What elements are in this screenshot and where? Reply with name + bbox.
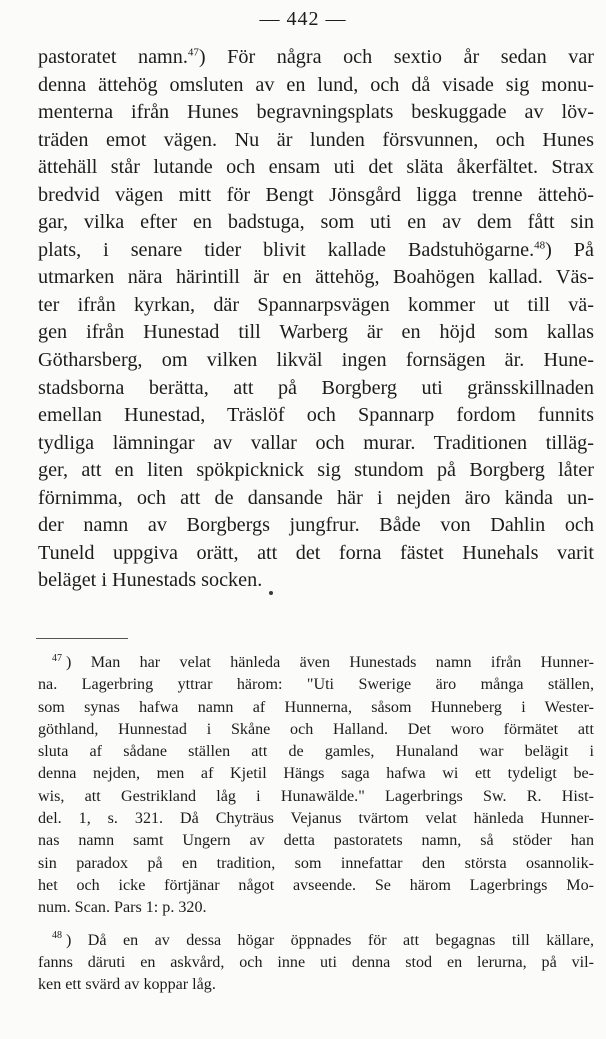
body-text-line: menterna ifrån Hunes begravningsplats beskuggade av löv-	[38, 101, 594, 124]
body-text-line: denna ättehög omsluten av en lund, och då visade sig monu-	[38, 73, 594, 96]
body-text-line: gar, vilka efter en badstuga, som uti en av dem fått sin	[38, 211, 594, 234]
footnote-line	[38, 786, 594, 808]
footnote-line	[38, 808, 594, 830]
footnote-line	[38, 741, 594, 763]
body-text-segment: ) På	[545, 238, 594, 261]
footnote-line	[38, 974, 594, 996]
footnote-line	[38, 652, 594, 674]
footnote-48	[38, 930, 594, 997]
footnote-reference: 48	[534, 239, 546, 252]
body-text	[38, 44, 594, 595]
footnote-line	[38, 719, 594, 741]
footnote-text: ken ett svärd av koppar låg.	[38, 976, 216, 994]
footnote-text: na. Lagerbring yttrar härom: "Uti Swerige äro många ställen,	[38, 676, 594, 694]
body-text-line: Götharsberg, om vilken likväl ingen fornsägen är. Hune-	[38, 349, 594, 372]
body-text-line: gen ifrån Hunestad till Warberg är en höjd som kallas	[38, 321, 594, 344]
footnote-text: wis, att Gestrikland låg i Hunawälde." Lagerbrings Sw. R. Hist-	[38, 787, 594, 805]
footnote-number: 47	[52, 652, 62, 664]
body-text-line: utmarken nära härintill är en ättehög, Boahögen kallad. Väs-	[38, 266, 594, 289]
body-text-line: emellan Hunestad, Träslöf och Spannarp fordom funnits	[38, 404, 594, 427]
body-text-line: förnimma, och att de dansande här i nejden äro kända un-	[38, 486, 594, 509]
footnote-text: sin paradox på en tradition, som innefattar den största osannolik-	[38, 854, 594, 872]
footnote-text: nas namn samt Ungern av detta pastoratets namn, så stöder han	[38, 832, 594, 850]
ink-dot	[269, 591, 273, 595]
footnote-line	[38, 674, 594, 696]
body-text-line: ter ifrån kyrkan, där Spannarpsvägen kommer ut till vä-	[38, 293, 594, 316]
footnote-text: som synas hafwa namn af Hunnerna, såsom Hunneberg i Wester-	[38, 698, 594, 716]
body-text-line: Tuneld uppgiva orätt, att det forna fästet Hunehals varit	[38, 541, 594, 564]
body-text-line: ättehäll står lutande och ensam uti det släta åkerfältet. Strax	[38, 156, 594, 179]
footnote-line	[38, 875, 594, 897]
footnote-text: göthland, Hunnestad i Skåne och Halland. Det woro förmätet att	[38, 720, 594, 738]
footnote-text: sluta af sådane ställen att de gamles, Hunaland war belägit i	[38, 743, 594, 761]
body-text-line: bredvid vägen mitt för Bengt Jönsgård ligga trenne ättehö-	[38, 183, 594, 206]
footnote-line	[38, 853, 594, 875]
footnote-text: denna nejden, men af Kjetil Hängs saga hafwa wi ett tydeligt be-	[38, 765, 594, 783]
footnote-text: num. Scan. Pars 1: p. 320.	[38, 899, 207, 917]
footnote-line	[38, 763, 594, 785]
body-text-segment: plats, i senare tider blivit kallade Badstuhögarne.	[38, 238, 535, 261]
footnote-text: fanns däruti en askvård, och inne uti denna stod en lerurna, på vil-	[38, 953, 594, 971]
body-text-line: beläget i Hunestads socken.	[38, 569, 263, 592]
body-text-segment: ) För några och sextio år sedan var	[198, 46, 595, 68]
body-text-line: ger, att en liten spökpicknick sig stundom på Borgberg låter	[38, 459, 594, 482]
footnote-line	[38, 697, 594, 719]
body-text-line	[38, 237, 594, 265]
body-text-segment: pastoratet namn.	[38, 46, 188, 68]
footnote-line	[38, 952, 594, 974]
body-text-line: der namn av Borgbergs jungfrur. Både von Dahlin och	[38, 514, 594, 537]
footnote-47	[38, 652, 594, 920]
footnote-text: ) Då en av dessa högar öppnades för att begagnas till källare,	[66, 931, 594, 949]
body-text-line: träden emot vägen. Nu är lunden försvunnen, och Hunes	[38, 128, 594, 151]
footnote-line	[38, 930, 594, 952]
body-text-line: tydliga lämningar av vallar och murar. Traditionen tilläg-	[38, 431, 594, 454]
footnote-reference: 47	[187, 46, 199, 59]
footnote-separator	[36, 638, 128, 639]
footnotes	[38, 652, 594, 996]
footnote-line	[38, 897, 594, 919]
page-number: — 442 —	[259, 8, 347, 30]
body-text-line	[38, 44, 594, 72]
body-text-line: stadsborna berätta, att på Borgberg uti gränsskillnaden	[38, 376, 594, 399]
footnote-text: het och icke förtjänar något avseende. Se härom Lagerbrings Mo-	[38, 876, 594, 894]
footnote-text: ) Man har velat hänleda även Hunestads namn ifrån Hunner-	[66, 654, 594, 671]
footnote-line	[38, 830, 594, 852]
footnote-text: del. 1, s. 321. Då Chyträus Vejanus tvärtom velat hänleda Hunner-	[38, 810, 594, 828]
footnote-number: 48	[52, 930, 62, 942]
